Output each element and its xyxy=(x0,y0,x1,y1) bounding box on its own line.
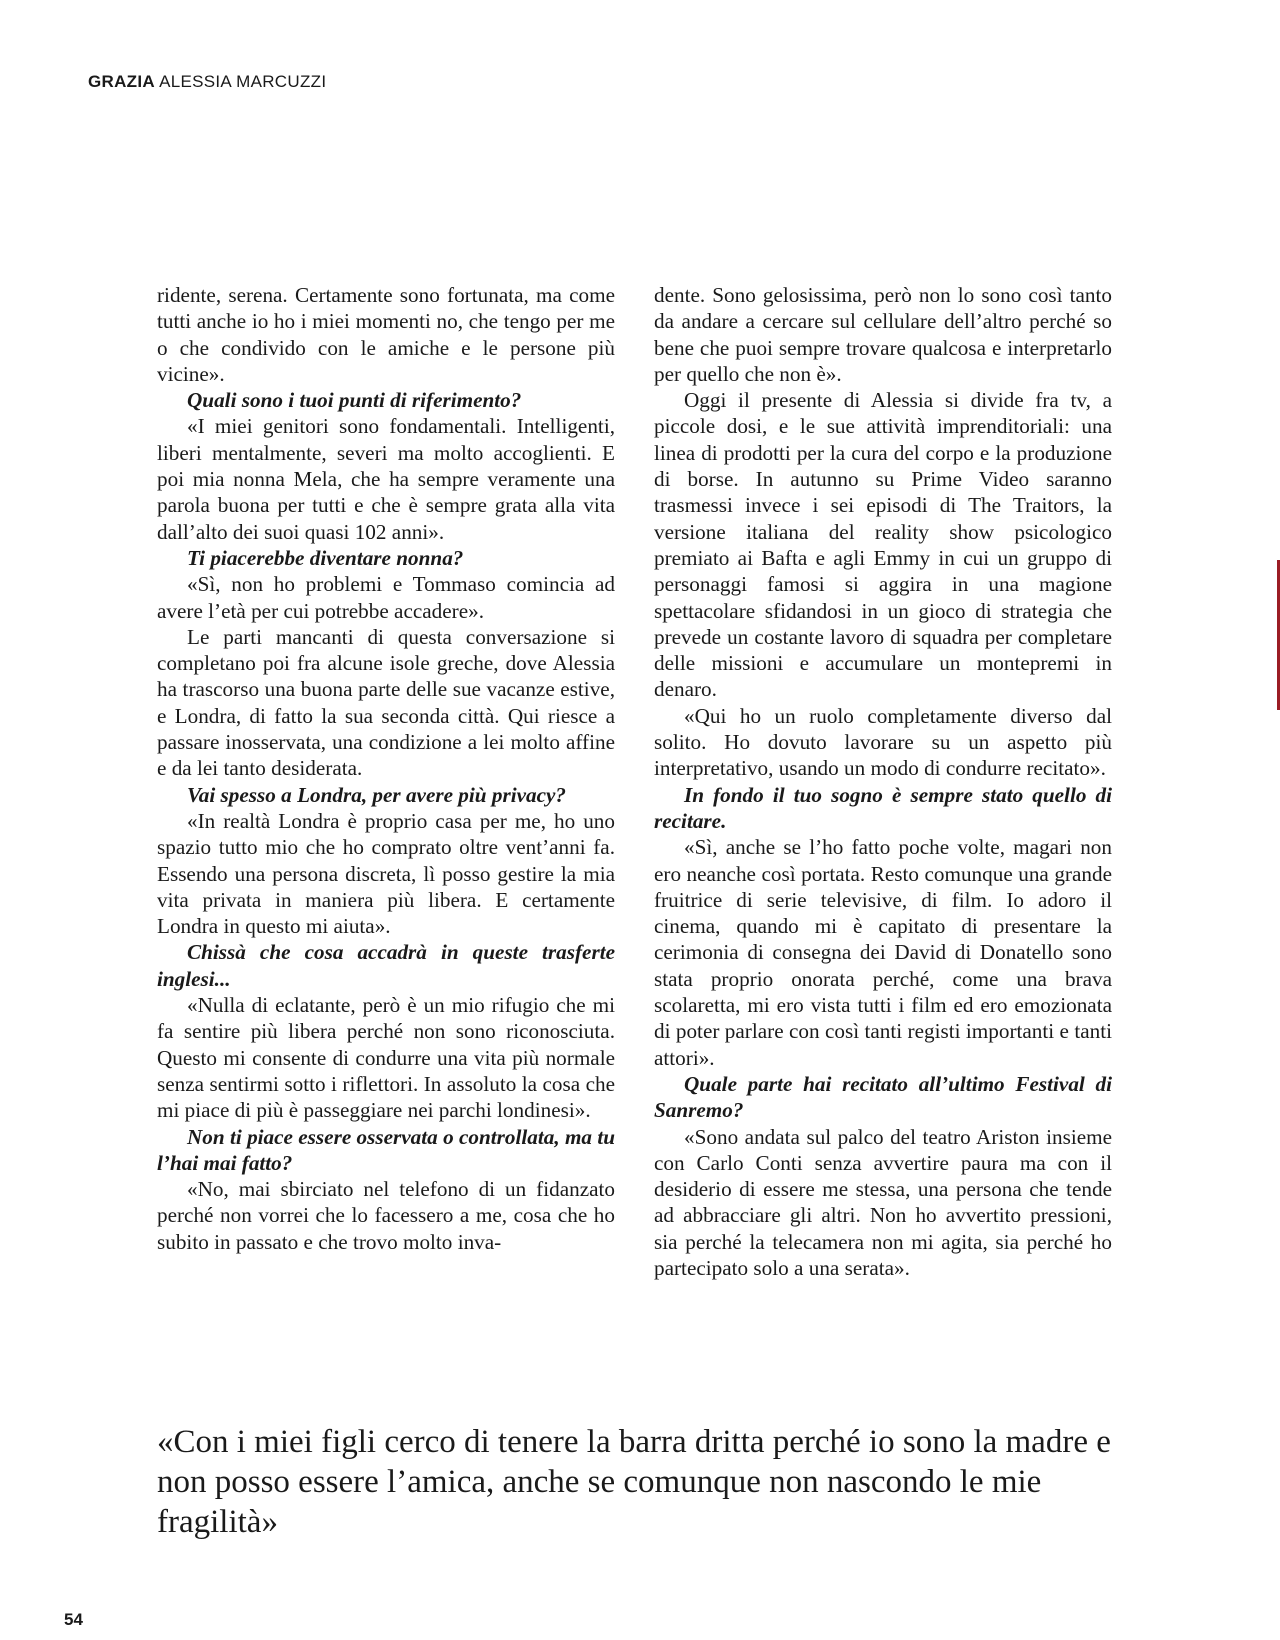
interview-question: Ti piacerebbe diventare nonna? xyxy=(187,545,464,570)
body-paragraph: «I miei genitori sono fondamentali. Intelligenti, liberi mentalmente, severi ma molto accoglienti. E poi mia nonna Mela, che ha sempre veramente una parola buona per tutti e che è sempre grata alla vita dall’alto dei suoi quasi 102 anni». xyxy=(157,414,615,544)
body-paragraph: Le parti mancanti di questa conversazione si completano poi fra alcune isole greche, dove Alessia ha trascorso una buona parte delle sue vacanze estive, e Londra, di fatto la sua seconda città. Qui riesce a passare inosservata, una condizione a lei molto affine e da lei tanto desiderata. xyxy=(157,624,615,781)
body-paragraph: «In realtà Londra è proprio casa per me, ho uno spazio tutto mio che ho comprato oltre vent’anni fa. Essendo una persona discreta, lì posso gestire la mia vita privata in maniera più libera. E certamente Londra in questo mi aiuta». xyxy=(157,808,615,939)
body-paragraph: dente. Sono gelosissima, però non lo sono così tanto da andare a cercare sul cellulare dell’altro perché so bene che puoi sempre trovare qualcosa e interpretarlo per quello che non è». xyxy=(654,283,1112,386)
interview-question: In fondo il tuo sogno è sempre stato quello di recitare. xyxy=(654,782,1112,833)
body-paragraph: Oggi il presente di Alessia si divide fra tv, a piccole dosi, e le sue attività imprenditoriali: una linea di prodotti per la cura del corpo e la produzione di borse. In autunno su Prime Video saranno trasmessi invece i sei episodi di The Traitors, la versione italiana del reality show psicologico premiato ai Bafta e agli Emmy in cui un gruppo di personaggi famosi si aggira in una magione spettacolare sfidandosi in un gioco di strategia che prevede un costante lavoro di squadra per completare delle missioni e accumulare un montepremi in denaro. xyxy=(654,388,1112,702)
interview-question: Non ti piace essere osservata o controllata, ma tu l’hai mai fatto? xyxy=(157,1124,615,1175)
magazine-brand: GRAZIA xyxy=(88,72,155,91)
page-number: 54 xyxy=(64,1610,83,1629)
pull-quote: «Con i miei figli cerco di tenere la barra dritta perché io sono la madre e non posso essere l’amica, anche se comunque non nascondo le mie fragilità» xyxy=(157,1424,1111,1540)
text-column-right xyxy=(654,282,1112,1281)
interview-question: Quali sono i tuoi punti di riferimento? xyxy=(187,388,522,413)
interview-question: Quale parte hai recitato all’ultimo Festival di Sanremo? xyxy=(654,1071,1112,1123)
body-paragraph: «Sì, anche se l’ho fatto poche volte, magari non ero neanche così portata. Resto comunque una grande fruitrice di serie televisive, di film. Io adoro il cinema, quando mi è capitato di presentare la cerimonia di consegna dei David di Donatello sono stata proprio onorata perché, come una brava scolaretta, mi ero vista tutti i film ed ero emozionata di poter parlare con così tanti registi importanti e tanti attori». xyxy=(654,835,1112,1070)
interview-question: Vai spesso a Londra, per avere più privacy? xyxy=(187,782,566,807)
body-paragraph: «Nulla di eclatante, però è un mio rifugio che mi fa sentire più libera perché non sono riconosciuta. Questo mi consente di condurre una vita più normale senza sentirmi sotto i riflettori. In assoluto la cosa che mi piace di più è passeggiare nei parchi londinesi». xyxy=(157,993,615,1123)
body-paragraph: ridente, serena. Certamente sono fortunata, ma come tutti anche io ho i miei momenti no, che tengo per me o che condivido con le amiche e le persone più vicine». xyxy=(157,283,615,386)
body-paragraph: «Sono andata sul palco del teatro Ariston insieme con Carlo Conti senza avvertire paura ma con il desiderio di essere me stessa, una persona che tende ad abbracciare gli altri. Non ho avvertito pressioni, sia perché la telecamera non mi agita, sia perché ho partecipato solo a una serata». xyxy=(654,1124,1112,1280)
running-head xyxy=(88,72,326,92)
body-paragraph: «Sì, non ho problemi e Tommaso comincia ad avere l’età per cui potrebbe accadere». xyxy=(157,572,615,623)
body-paragraph: «No, mai sbirciato nel telefono di un fidanzato perché non vorrei che lo facessero a me, cosa che ho subito in passato e che trovo molto inva- xyxy=(157,1177,615,1254)
text-column-left xyxy=(157,282,615,1255)
article-subject: ALESSIA MARCUZZI xyxy=(159,72,327,91)
body-paragraph: «Qui ho un ruolo completamente diverso dal solito. Ho dovuto lavorare su un aspetto più interpretativo, usando un modo di condurre recitato». xyxy=(654,703,1112,781)
interview-question: Chissà che cosa accadrà in queste trasferte inglesi... xyxy=(157,940,615,991)
